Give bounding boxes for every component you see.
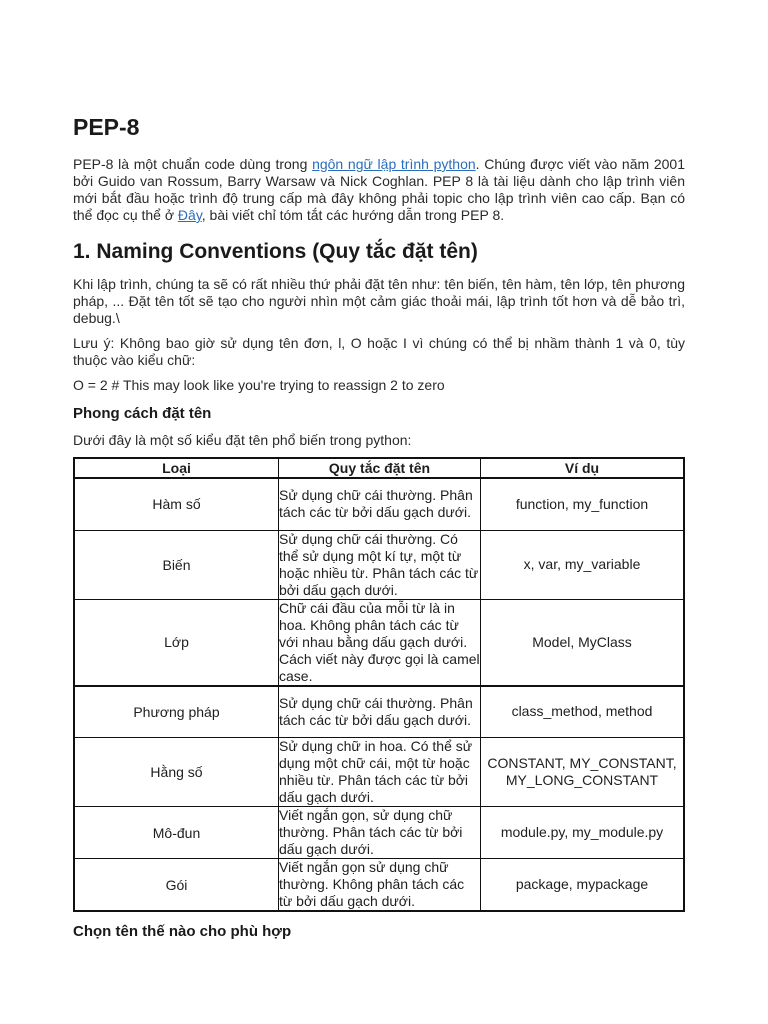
table-row xyxy=(74,738,684,807)
intro-text-1: PEP-8 là một chuẩn code dùng trong xyxy=(73,156,313,172)
cell-example: package, mypackage xyxy=(481,859,685,912)
cell-rule: Viết ngắn gọn sử dụng chữ thường. Không phân tách các từ bởi dấu gạch dưới. xyxy=(279,859,481,912)
subheading-choose-name: Chọn tên thế nào cho phù hợp xyxy=(73,923,292,940)
table-row xyxy=(74,807,684,859)
intro-text-2: . Chúng được viết vào năm 2001 bởi Guido van Rossum, Barry Warsaw và Nick Coghlan. PEP 8 là tài liệu dành cho lập trình viên mới bắt đầu hoặc trình độ trung cấp mà đây không phải topic cho lập trình viên cao cấp. Bạn có thể đọc cụ thể ở xyxy=(73,156,686,223)
pep8-source-link[interactable]: Đây xyxy=(177,207,202,223)
cell-rule: Sử dụng chữ in hoa. Có thể sử dụng một chữ cái, một từ hoặc nhiều từ. Phân tách các từ bởi dấu gạch dưới. xyxy=(279,738,481,807)
section-heading-naming: 1. Naming Conventions (Quy tắc đặt tên) xyxy=(73,240,478,263)
subheading-naming-style: Phong cách đặt tên xyxy=(73,405,212,422)
cell-rule: Viết ngắn gọn, sử dụng chữ thường. Phân tách các từ bởi dấu gạch dưới. xyxy=(279,807,481,859)
table-row xyxy=(74,530,684,599)
warning-paragraph: Lưu ý: Không bao giờ sử dụng tên đơn, l, O hoặc I vì chúng có thể bị nhầm thành 1 và 0, tùy thuộc vào kiểu chữ: xyxy=(73,335,685,368)
python-language-link[interactable]: ngôn ngữ lập trình python xyxy=(312,156,476,172)
cell-example: CONSTANT, MY_CONSTANT, MY_LONG_CONSTANT xyxy=(481,738,685,807)
cell-type: Biến xyxy=(74,530,279,599)
cell-type: Phương pháp xyxy=(74,686,279,738)
header-type: Loại xyxy=(74,458,279,478)
cell-rule: Sử dụng chữ cái thường. Phân tách các từ bởi dấu gạch dưới. xyxy=(279,478,481,530)
page-title: PEP-8 xyxy=(73,114,140,140)
code-example: O = 2 # This may look like you're trying to reassign 2 to zero xyxy=(73,377,445,393)
table-header-row xyxy=(74,458,684,478)
table-intro: Dưới đây là một số kiểu đặt tên phổ biến trong python: xyxy=(73,432,412,448)
cell-type: Hàm số xyxy=(74,478,279,530)
cell-example: module.py, my_module.py xyxy=(481,807,685,859)
cell-example: Model, MyClass xyxy=(481,599,685,686)
intro-paragraph xyxy=(73,156,685,224)
intro-text-3: , bài viết chỉ tóm tắt các hướng dẫn trong PEP 8. xyxy=(201,207,505,223)
header-example: Ví dụ xyxy=(481,458,685,478)
naming-table xyxy=(73,457,685,912)
table-row xyxy=(74,478,684,530)
cell-rule: Sử dụng chữ cái thường. Có thể sử dụng một kí tự, một từ hoặc nhiều từ. Phân tách các từ bởi dấu gạch dưới. xyxy=(279,530,481,599)
article xyxy=(73,110,685,950)
table-row xyxy=(74,599,684,686)
cell-rule: Sử dụng chữ cái thường. Phân tách các từ bởi dấu gạch dưới. xyxy=(279,686,481,738)
naming-paragraph: Khi lập trình, chúng ta sẽ có rất nhiều thứ phải đặt tên như: tên biến, tên hàm, tên lớp, tên phương pháp, ... Đặt tên tốt sẽ tạo cho người nhìn một cảm giác thoải mái, lập trình tốt hơn và dễ bảo trì, debug.\ xyxy=(73,276,685,326)
cell-type: Lớp xyxy=(74,599,279,686)
cell-type: Mô-đun xyxy=(74,807,279,859)
cell-example: function, my_function xyxy=(481,478,685,530)
cell-example: x, var, my_variable xyxy=(481,530,685,599)
header-rule: Quy tắc đặt tên xyxy=(279,458,481,478)
cell-rule: Chữ cái đầu của mỗi từ là in hoa. Không phân tách các từ với nhau bằng dấu gạch dưới. Cách viết này được gọi là camel case. xyxy=(279,599,480,684)
table-row xyxy=(74,686,684,738)
cell-type: Hằng số xyxy=(74,738,279,807)
table-row xyxy=(74,859,684,912)
cell-example: class_method, method xyxy=(481,686,685,738)
cell-type: Gói xyxy=(74,859,279,912)
